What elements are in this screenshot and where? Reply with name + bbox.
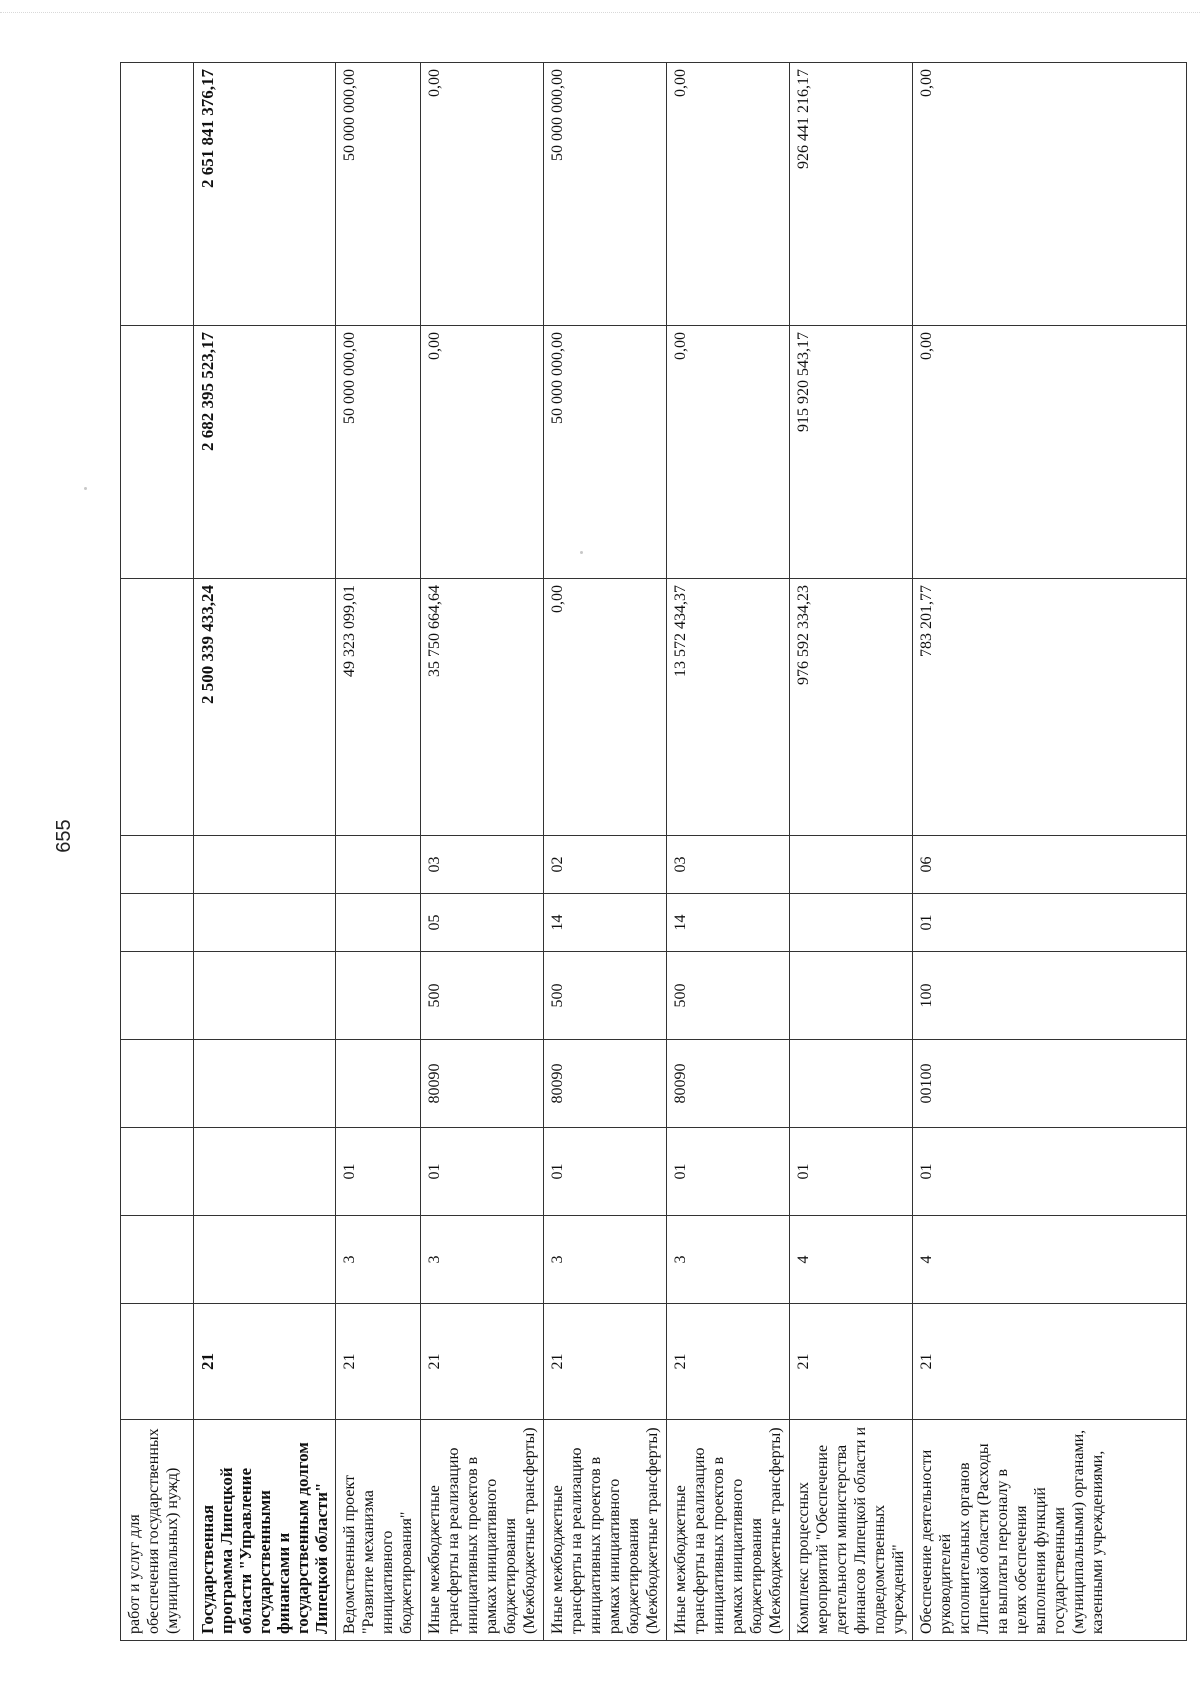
direction-code-cell [194,1040,336,1128]
row-name-cell [790,1420,913,1641]
structure-element-cell [121,1216,194,1304]
amount-year1-cell: 0,00 [544,579,667,836]
amount-year1-cell: 976 592 334,23 [790,579,913,836]
amount-year2-cell: 2 682 395 523,17 [194,326,336,579]
amount-year2-cell: 0,00 [667,326,790,579]
amount-year3-cell: 50 000 000,00 [544,63,667,326]
row-name-text: Обеспечение деятельности руководителей исполнительных органов Липецкой области (Расходы на выплаты персоналу в целях обеспечения выполнения функций государственными (муниципальными) органами, казенными учреждениями, [918,1429,1106,1634]
budget-table [120,62,1187,1641]
amount-year1-cell: 13 572 434,37 [667,579,790,836]
subsection-cell [121,836,194,894]
expense-type-cell: 500 [544,952,667,1040]
target-article-cell: 21 [421,1304,544,1420]
section-cell: 14 [667,894,790,952]
amount-year2-cell [121,326,194,579]
structure-element-cell: 3 [667,1216,790,1304]
amount-year3-cell: 0,00 [667,63,790,326]
amount-year1-cell: 783 201,77 [913,579,1187,836]
target-article-cell: 21 [336,1304,421,1420]
amount-year1-cell: 49 323 099,01 [336,579,421,836]
expense-type-cell [121,952,194,1040]
rotated-table [120,63,1110,1641]
row-name-cell [121,1420,194,1641]
amount-year2-cell: 0,00 [421,326,544,579]
amount-year1-cell: 35 750 664,64 [421,579,544,836]
amount-year1-cell: 2 500 339 433,24 [194,579,336,836]
sub-element-cell: 01 [421,1128,544,1216]
amount-year3-cell [121,63,194,326]
structure-element-cell: 3 [421,1216,544,1304]
row-name-text: Иные межбюджетные трансферты на реализацию инициативных проектов в рамках инициативного бюджетирования (Межбюджетные трансферты) [672,1427,784,1634]
section-cell: 14 [544,894,667,952]
direction-code-cell: 80090 [421,1040,544,1128]
target-article-cell: 21 [544,1304,667,1420]
scan-edge-line [0,12,1200,13]
expense-type-cell: 500 [667,952,790,1040]
sub-element-cell: 01 [667,1128,790,1216]
sub-element-cell [121,1128,194,1216]
table-frame [120,63,1110,1641]
table-row [194,63,336,1641]
structure-element-cell: 4 [790,1216,913,1304]
table-row [121,63,194,1641]
row-name-text: Комплекс процессных мероприятий "Обеспечение деятельности министерства финансов Липецкой области и подведомственных учреждений" [795,1426,907,1634]
structure-element-cell: 3 [336,1216,421,1304]
row-name-text: Государственная программа Липецкой области "Управление государственными финансами и государственным долгом Липецкой области" [198,1442,331,1634]
table-row [336,63,421,1641]
amount-year2-cell: 50 000 000,00 [544,326,667,579]
table-row [790,63,913,1641]
subsection-cell [790,836,913,894]
expense-type-cell [194,952,336,1040]
sub-element-cell: 01 [544,1128,667,1216]
row-name-text: Иные межбюджетные трансферты на реализацию инициативных проектов в рамках инициативного бюджетирования (Межбюджетные трансферты) [549,1427,661,1634]
amount-year2-cell: 50 000 000,00 [336,326,421,579]
expense-type-cell: 100 [913,952,1187,1040]
row-name-cell [913,1420,1187,1641]
direction-code-cell [790,1040,913,1128]
sub-element-cell: 01 [913,1128,1187,1216]
row-name-text: Иные межбюджетные трансферты на реализацию инициативных проектов в рамках инициативного бюджетирования (Межбюджетные трансферты) [426,1427,538,1634]
amount-year3-cell: 50 000 000,00 [336,63,421,326]
direction-code-cell [336,1040,421,1128]
expense-type-cell [790,952,913,1040]
amount-year3-cell: 926 441 216,17 [790,63,913,326]
row-name-cell [667,1420,790,1641]
row-name-cell [544,1420,667,1641]
direction-code-cell: 80090 [544,1040,667,1128]
target-article-cell: 21 [790,1304,913,1420]
target-article-cell: 21 [667,1304,790,1420]
section-cell [121,894,194,952]
structure-element-cell: 4 [913,1216,1187,1304]
structure-element-cell [194,1216,336,1304]
row-name-cell [421,1420,544,1641]
amount-year3-cell: 2 651 841 376,17 [194,63,336,326]
structure-element-cell: 3 [544,1216,667,1304]
expense-type-cell [336,952,421,1040]
table-row [667,63,790,1641]
direction-code-cell [121,1040,194,1128]
subsection-cell [194,836,336,894]
table-row [421,63,544,1641]
target-article-cell: 21 [913,1304,1187,1420]
section-cell [194,894,336,952]
subsection-cell: 06 [913,836,1187,894]
target-article-cell [121,1304,194,1420]
row-name-text: Ведомственный проект "Развитие механизма инициативного бюджетирования" [341,1474,415,1634]
table-row [544,63,667,1641]
scan-speck [84,487,87,490]
sub-element-cell: 01 [790,1128,913,1216]
target-article-cell: 21 [194,1304,336,1420]
row-name-cell [336,1420,421,1641]
page-number: 655 [53,819,75,853]
subsection-cell [336,836,421,894]
row-name-text: работ и услуг для обеспечения государственных (муниципальных) нужд) [126,1428,181,1634]
amount-year3-cell: 0,00 [421,63,544,326]
subsection-cell: 03 [667,836,790,894]
section-cell: 05 [421,894,544,952]
subsection-cell: 03 [421,836,544,894]
amount-year2-cell: 915 920 543,17 [790,326,913,579]
subsection-cell: 02 [544,836,667,894]
sub-element-cell: 01 [336,1128,421,1216]
section-cell [790,894,913,952]
amount-year3-cell: 0,00 [913,63,1187,326]
amount-year1-cell [121,579,194,836]
row-name-cell [194,1420,336,1641]
expense-type-cell: 500 [421,952,544,1040]
section-cell: 01 [913,894,1187,952]
direction-code-cell: 80090 [667,1040,790,1128]
amount-year2-cell: 0,00 [913,326,1187,579]
section-cell [336,894,421,952]
table-row [913,63,1187,1641]
sub-element-cell [194,1128,336,1216]
direction-code-cell: 00100 [913,1040,1187,1128]
